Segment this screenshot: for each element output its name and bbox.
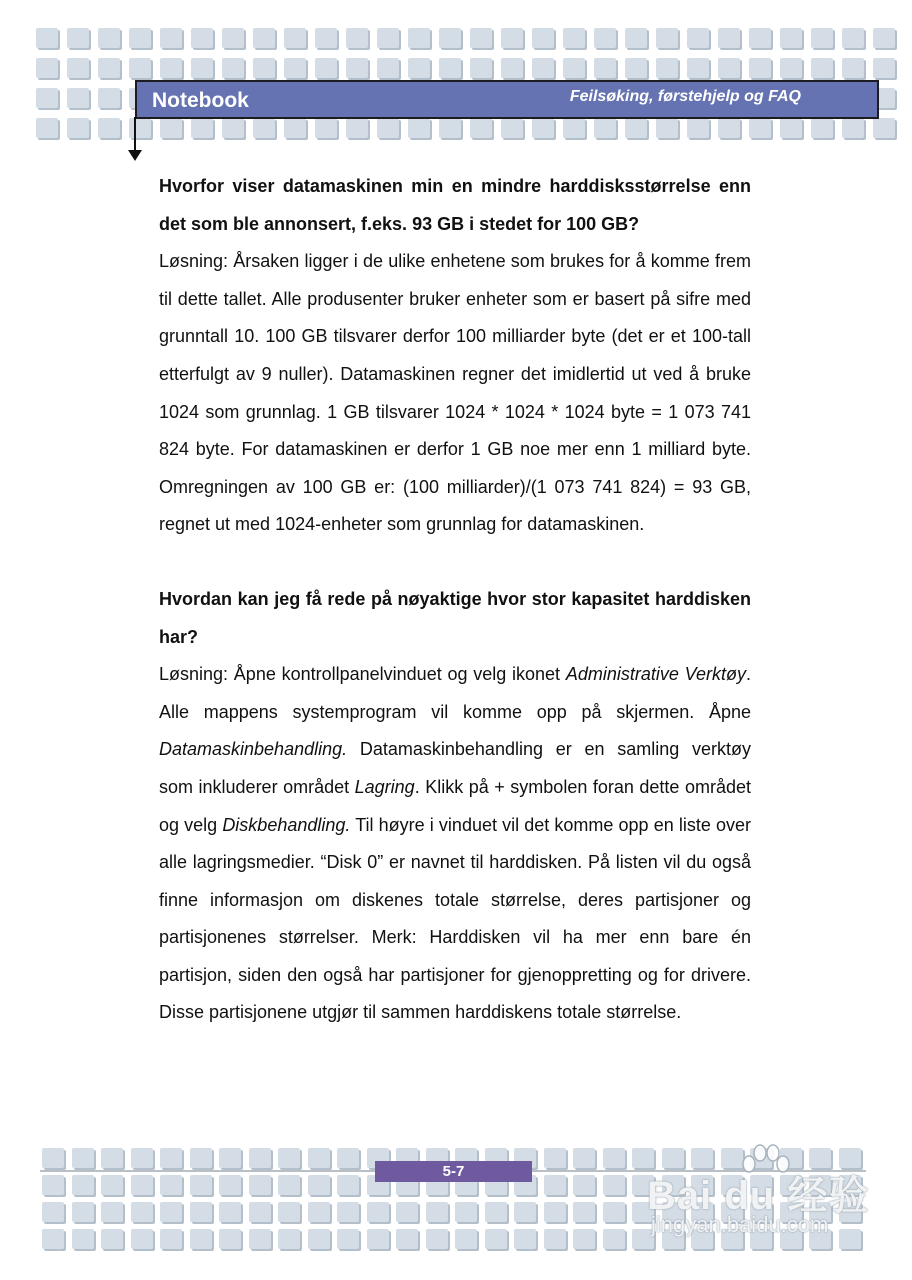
decorative-tile — [501, 118, 523, 138]
decorative-tile — [67, 118, 89, 138]
decorative-tile — [718, 118, 740, 138]
decorative-tile — [101, 1148, 123, 1168]
decorative-tile — [718, 58, 740, 78]
decorative-tile — [687, 58, 709, 78]
decorative-tile — [129, 58, 151, 78]
decorative-tile — [532, 28, 554, 48]
decorative-tile — [160, 58, 182, 78]
decorative-tile — [190, 1229, 212, 1249]
decorative-tile — [439, 58, 461, 78]
decorative-tile — [36, 118, 58, 138]
decorative-tile — [426, 1202, 448, 1222]
decorative-tile — [780, 118, 802, 138]
decorative-tile — [219, 1175, 241, 1195]
answer-text: . Klikk på + symbolen foran dette området og velg — [159, 776, 751, 835]
decorative-tile — [253, 28, 275, 48]
decorative-tile — [563, 28, 585, 48]
decorative-tile — [98, 28, 120, 48]
decorative-tile — [129, 28, 151, 48]
answer-text: Datamaskinbehandling er en samling verktøy som inkluderer området — [159, 739, 751, 797]
decorative-tile — [315, 58, 337, 78]
answer-text: . Alle mappens systemprogram vil komme opp på skjermen. Åpne — [159, 664, 751, 722]
decorative-tile — [656, 28, 678, 48]
decorative-tile — [98, 58, 120, 78]
decorative-tile — [842, 58, 864, 78]
arrow-down-line — [134, 117, 136, 151]
decorative-tile — [811, 118, 833, 138]
decorative-tile — [625, 118, 647, 138]
decorative-tile — [67, 58, 89, 78]
decorative-tile — [42, 1202, 64, 1222]
decorative-tile — [42, 1148, 64, 1168]
decorative-tile — [625, 58, 647, 78]
decorative-tile — [367, 1202, 389, 1222]
decorative-tile — [346, 118, 368, 138]
decorative-tile — [191, 58, 213, 78]
decorative-tile — [284, 118, 306, 138]
decorative-tile — [131, 1148, 153, 1168]
decorative-tile — [284, 58, 306, 78]
decorative-tile — [544, 1229, 566, 1249]
answer-term-administrative-tools: Administrative Verktøy — [565, 664, 746, 685]
watermark-brand: Bai du 经验 — [647, 1174, 870, 1218]
decorative-tile — [222, 28, 244, 48]
decorative-tile — [308, 1175, 330, 1195]
header-section-title: Feilsøking, førstehjelp og FAQ — [569, 88, 801, 105]
decorative-tile — [842, 118, 864, 138]
decorative-tile — [315, 28, 337, 48]
decorative-tile — [308, 1148, 330, 1168]
decorative-tile — [131, 1202, 153, 1222]
decorative-tile — [749, 28, 771, 48]
header-bar — [135, 80, 879, 119]
decorative-tile — [811, 28, 833, 48]
decorative-tile — [346, 28, 368, 48]
decorative-tile — [501, 28, 523, 48]
decorative-tile — [190, 1175, 212, 1195]
decorative-tile — [455, 1202, 477, 1222]
decorative-tile — [532, 118, 554, 138]
decorative-tile — [278, 1229, 300, 1249]
decorative-tile — [160, 1148, 182, 1168]
decorative-tile — [346, 58, 368, 78]
decorative-tile — [191, 118, 213, 138]
decorative-tile — [160, 1202, 182, 1222]
decorative-tile — [873, 58, 895, 78]
decorative-tile — [249, 1202, 271, 1222]
faq-question-1: Hvorfor viser datamaskinen min en mindre harddisksstørrelse enn det som ble annonsert, f.eks. 93 GB i stedet for 100 GB? — [159, 176, 751, 234]
decorative-tile — [98, 88, 120, 108]
decorative-tile — [842, 28, 864, 48]
decorative-tile — [278, 1175, 300, 1195]
decorative-tile — [249, 1229, 271, 1249]
decorative-tile — [749, 58, 771, 78]
decorative-tile — [131, 1175, 153, 1195]
decorative-tile — [603, 1202, 625, 1222]
decorative-tile — [72, 1175, 94, 1195]
decorative-tile — [544, 1202, 566, 1222]
decorative-tile — [718, 28, 740, 48]
decorative-tile — [780, 58, 802, 78]
decorative-tile — [222, 58, 244, 78]
decorative-tile — [514, 1229, 536, 1249]
decorative-tile — [190, 1202, 212, 1222]
decorative-tile — [873, 118, 895, 138]
decorative-tile — [573, 1202, 595, 1222]
answer-text: Løsning: Åpne kontrollpanelvinduet og velg ikonet — [159, 664, 566, 685]
decorative-tile — [470, 118, 492, 138]
decorative-tile — [603, 1229, 625, 1249]
arrow-down-icon — [128, 150, 142, 161]
decorative-tile — [514, 1202, 536, 1222]
decorative-tile — [377, 118, 399, 138]
page-content — [159, 168, 751, 1032]
decorative-tile — [563, 118, 585, 138]
decorative-tile — [573, 1148, 595, 1168]
decorative-tile — [36, 58, 58, 78]
header-title: Notebook — [152, 89, 249, 112]
decorative-tile — [249, 1175, 271, 1195]
decorative-tile — [485, 1229, 507, 1249]
decorative-tile — [101, 1202, 123, 1222]
decorative-tile — [67, 28, 89, 48]
decorative-tile — [222, 118, 244, 138]
decorative-tile — [544, 1175, 566, 1195]
decorative-tile — [594, 118, 616, 138]
decorative-tile — [873, 28, 895, 48]
faq-answer-2 — [159, 656, 751, 1032]
decorative-tile — [573, 1229, 595, 1249]
decorative-tile — [160, 28, 182, 48]
decorative-tile — [72, 1148, 94, 1168]
answer-term-disk-management: Diskbehandling. — [222, 814, 351, 835]
decorative-tile — [408, 58, 430, 78]
faq-answer-1: Løsning: Årsaken ligger i de ulike enhetene som brukes for å komme frem til dette tallet. Alle produsenter bruker enheter som er basert på sifre med grunntall 10. 100 GB tilsvarer derfor 100 milliarder byte (det er et 100-tall etterfulgt av 9 nuller). Datamaskinen regner det imidlertid ut ved å bruke 1024 som grunnlag. 1 GB tilsvarer 1024 * 1024 * 1024 byte = 1 073 741 824 byte. For datamaskinen er derfor 1 GB noe mer enn 1 milliard byte. Omregningen av 100 GB er: (100 milliarder)/(1 073 741 824) = 93 GB, regnet ut med 1024-enheter som grunnlag for datamaskinen. — [159, 251, 751, 535]
decorative-tile — [594, 58, 616, 78]
decorative-tile — [439, 118, 461, 138]
decorative-tile — [563, 58, 585, 78]
decorative-tile — [129, 118, 151, 138]
decorative-tile — [544, 1148, 566, 1168]
decorative-tile — [36, 88, 58, 108]
decorative-tile — [249, 1148, 271, 1168]
decorative-tile — [625, 28, 647, 48]
decorative-tile — [308, 1202, 330, 1222]
decorative-tile — [36, 28, 58, 48]
decorative-tile — [377, 28, 399, 48]
decorative-tile — [337, 1229, 359, 1249]
decorative-tile — [603, 1148, 625, 1168]
decorative-tile — [687, 118, 709, 138]
decorative-tile — [408, 118, 430, 138]
decorative-tile — [284, 28, 306, 48]
decorative-tile — [811, 58, 833, 78]
decorative-tile — [780, 28, 802, 48]
answer-term-computer-management: Datamaskinbehandling. — [159, 739, 348, 760]
decorative-tile — [687, 28, 709, 48]
page-number: 5-7 — [375, 1161, 532, 1182]
decorative-tile — [470, 28, 492, 48]
decorative-tile — [594, 28, 616, 48]
decorative-tile — [42, 1175, 64, 1195]
decorative-tile — [308, 1229, 330, 1249]
decorative-tile — [72, 1229, 94, 1249]
decorative-tile — [278, 1202, 300, 1222]
decorative-tile — [101, 1175, 123, 1195]
decorative-tile — [532, 58, 554, 78]
decorative-tile — [396, 1229, 418, 1249]
decorative-tile — [470, 58, 492, 78]
decorative-tile — [603, 1175, 625, 1195]
decorative-tile — [426, 1229, 448, 1249]
decorative-tile — [219, 1202, 241, 1222]
decorative-tile — [160, 1229, 182, 1249]
decorative-tile — [42, 1229, 64, 1249]
watermark-url: jingyan.baidu.com — [651, 1212, 829, 1237]
decorative-tile — [396, 1202, 418, 1222]
answer-term-storage: Lagring — [354, 776, 415, 797]
spacer — [159, 544, 751, 581]
decorative-tile — [485, 1202, 507, 1222]
decorative-tile — [67, 88, 89, 108]
decorative-tile — [749, 118, 771, 138]
decorative-tile — [501, 58, 523, 78]
decorative-tile — [253, 58, 275, 78]
decorative-tile — [160, 118, 182, 138]
decorative-tile — [377, 58, 399, 78]
decorative-tile — [253, 118, 275, 138]
decorative-tile — [439, 28, 461, 48]
decorative-tile — [573, 1175, 595, 1195]
faq-question-2: Hvordan kan jeg få rede på nøyaktige hvor stor kapasitet harddisken har? — [159, 588, 751, 647]
decorative-tile — [98, 118, 120, 138]
answer-text: Til høyre i vinduet vil det komme opp en liste over alle lagringsmedier. “Disk 0” er navnet til harddisken. På listen vil du også finne informasjon om diskenes totale størrelse, deres partisjoner og partisjonenes størrelser. Merk: Harddisken vil ha mer enn bare én partisjon, siden den også har partisjoner for gjenoppretting og for drivere. Disse partisjonene utgjør til sammen harddiskens totale størrelse. — [159, 814, 751, 1023]
decorative-tile — [656, 118, 678, 138]
decorative-tile — [131, 1229, 153, 1249]
decorative-tile — [191, 28, 213, 48]
decorative-tile — [160, 1175, 182, 1195]
decorative-tile — [455, 1229, 477, 1249]
baidu-watermark — [645, 1140, 870, 1250]
decorative-tile — [337, 1175, 359, 1195]
decorative-tile — [337, 1202, 359, 1222]
decorative-tile — [337, 1148, 359, 1168]
decorative-tile — [656, 58, 678, 78]
decorative-tile — [278, 1148, 300, 1168]
decorative-tile — [315, 118, 337, 138]
decorative-tile — [72, 1202, 94, 1222]
decorative-tile — [190, 1148, 212, 1168]
decorative-tile — [101, 1229, 123, 1249]
decorative-tile — [408, 28, 430, 48]
decorative-tile — [219, 1148, 241, 1168]
decorative-tile — [219, 1229, 241, 1249]
decorative-tile — [367, 1229, 389, 1249]
